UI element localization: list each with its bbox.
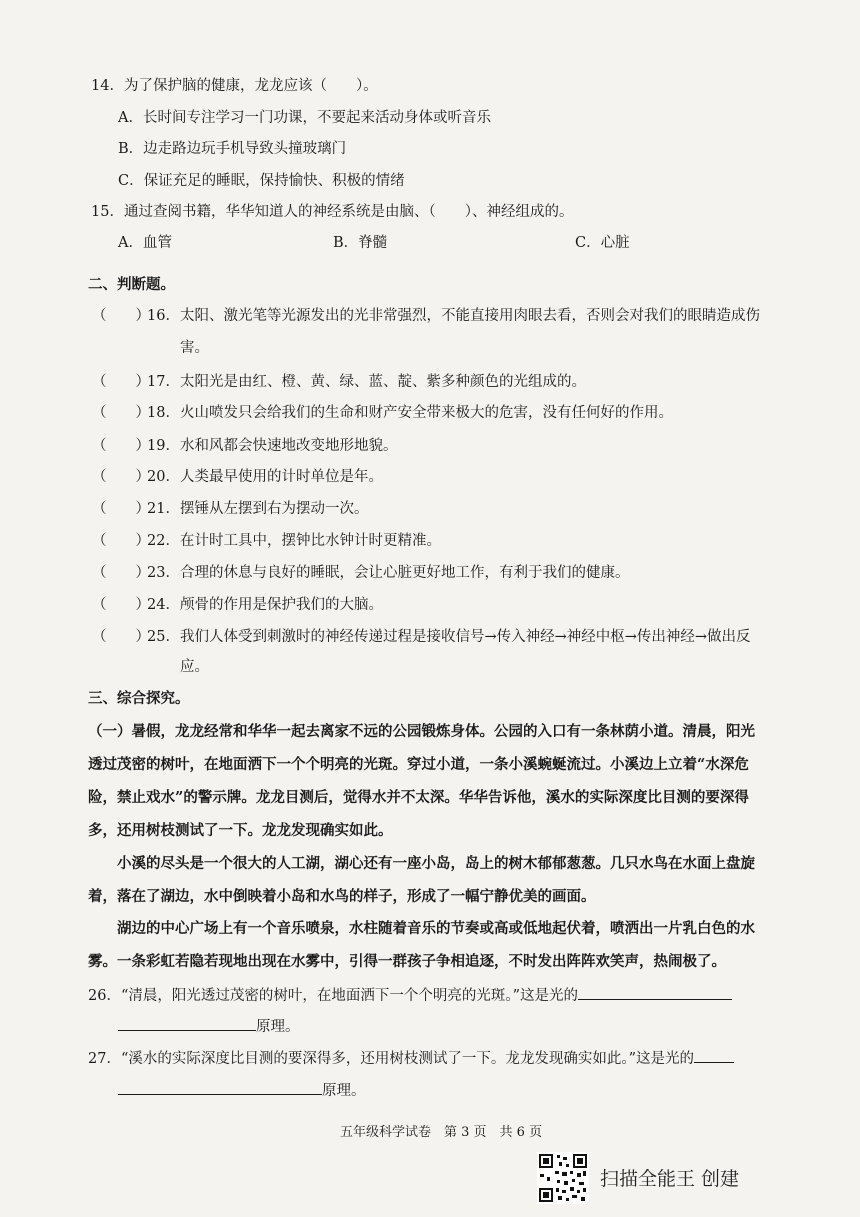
qr-code-icon	[537, 1152, 589, 1204]
judge-item-21: 21．摆锤从左摆到右为摆动一次。	[147, 501, 369, 517]
judge-bracket: （ ）	[92, 308, 150, 324]
passage-line: 着，落在了湖边，水中倒映着小岛和水鸟的样子，形成了一幅宁静优美的画面。	[88, 888, 596, 905]
passage-line: 湖边的中心广场上有一个音乐喷泉，水柱随着音乐的节奏或高或低地起伏着，喷洒出一片乳白色的水	[88, 920, 755, 937]
q14-option-b: B．边走路边玩手机导致头撞玻璃门	[118, 141, 347, 157]
judge-bracket: （ ）	[92, 374, 150, 390]
judge-item-24: 24．颅骨的作用是保护我们的大脑。	[147, 597, 383, 613]
judge-bracket: （ ）	[92, 565, 150, 581]
q26-stem-text: 26．“清晨，阳光透过茂密的树叶，在地面洒下一个个明亮的光斑。”这是光的	[88, 988, 579, 1004]
q27-line-2	[118, 1080, 366, 1100]
scanner-watermark-text: 扫描全能王 创建	[600, 1168, 740, 1190]
q15-option-b: B．脊髓	[333, 235, 388, 251]
judge-item-19: 19．水和风都会快速地改变地形地貌。	[147, 438, 398, 454]
q15-option-a: A．血管	[118, 235, 172, 251]
judge-item-17: 17．太阳光是由红、橙、黄、绿、蓝、靛、紫多种颜色的光组成的。	[147, 374, 586, 390]
passage-line: （一）暑假，龙龙经常和华华一起去离家不远的公园锻炼身体。公园的入口有一条林荫小道。清晨，阳光	[88, 723, 755, 740]
judge-item-16-cont: 害。	[180, 340, 209, 356]
q14-option-c: C．保证充足的睡眠，保持愉快、积极的情绪	[118, 173, 405, 189]
judge-item-20: 20．人类最早使用的计时单位是年。	[147, 469, 383, 485]
q14-stem: 14．为了保护脑的健康，龙龙应该（ ）。	[91, 78, 378, 94]
judge-bracket: （ ）	[92, 597, 150, 613]
judge-item-25-cont: 应。	[180, 659, 209, 675]
judge-bracket: （ ）	[92, 501, 150, 517]
judge-bracket: （ ）	[92, 438, 150, 454]
passage-line: 小溪的尽头是一个很大的人工湖，湖心还有一座小岛，岛上的树木郁郁葱葱。几只水鸟在水面上盘旋	[88, 855, 755, 872]
judge-item-23: 23．合理的休息与良好的睡眠，会让心脏更好地工作，有利于我们的健康。	[147, 565, 630, 581]
section-3-title: 三、综合探究。	[88, 690, 190, 707]
judge-item-25: 25．我们人体受到刺激时的神经传递过程是接收信号→传入神经→神经中枢→传出神经→做出反	[147, 629, 751, 645]
section-2-title: 二、判断题。	[88, 276, 175, 293]
judge-item-16: 16．太阳、激光笔等光源发出的光非常强烈，不能直接用肉眼去看，否则会对我们的眼睛造成伤	[147, 308, 760, 324]
q26-end-text: 原理。	[256, 1019, 300, 1035]
q26-answer-blank-1[interactable]	[578, 985, 732, 1000]
passage-line: 多，还用树枝测试了一下。龙龙发现确实如此。	[88, 822, 393, 839]
judge-item-22: 22．在计时工具中，摆钟比水钟计时更精准。	[147, 533, 441, 549]
q27-answer-blank-2[interactable]	[118, 1080, 322, 1095]
judge-bracket: （ ）	[92, 469, 150, 485]
q27-stem-text: 27．“溪水的实际深度比目测的要深得多，还用树枝测试了一下。龙龙发现确实如此。”这是光的	[88, 1051, 695, 1067]
q15-option-c: C．心脏	[575, 235, 630, 251]
q15-stem: 15．通过查阅书籍，华华知道人的神经系统是由脑、（ ）、神经组成的。	[91, 204, 574, 220]
q14-option-a: A．长时间专注学习一门功课，不要起来活动身体或听音乐	[118, 110, 491, 126]
judge-bracket: （ ）	[92, 533, 150, 549]
q27-answer-blank-1[interactable]	[694, 1048, 734, 1063]
q26-line-2	[118, 1016, 300, 1036]
passage-line: 险，禁止戏水”的警示牌。龙龙目测后，觉得水并不太深。华华告诉他，溪水的实际深度比目测的要深得	[88, 789, 749, 806]
judge-bracket: （ ）	[92, 405, 150, 421]
q27-end-text: 原理。	[322, 1083, 366, 1099]
q26-stem	[88, 985, 732, 1005]
passage-line: 透过茂密的树叶，在地面洒下一个个明亮的光斑。穿过小道，一条小溪蜿蜒流过。小溪边上立着“水深危	[88, 756, 749, 773]
q27-stem	[88, 1048, 734, 1068]
passage-line: 雾。一条彩虹若隐若现地出现在水雾中，引得一群孩子争相追逐，不时发出阵阵欢笑声，热闹极了。	[88, 953, 726, 970]
q26-answer-blank-2[interactable]	[118, 1016, 256, 1031]
page-footer: 五年级科学试卷 第 3 页 共 6 页	[340, 1125, 543, 1140]
judge-bracket: （ ）	[92, 629, 150, 645]
judge-item-18: 18．火山喷发只会给我们的生命和财产安全带来极大的危害，没有任何好的作用。	[147, 405, 673, 421]
